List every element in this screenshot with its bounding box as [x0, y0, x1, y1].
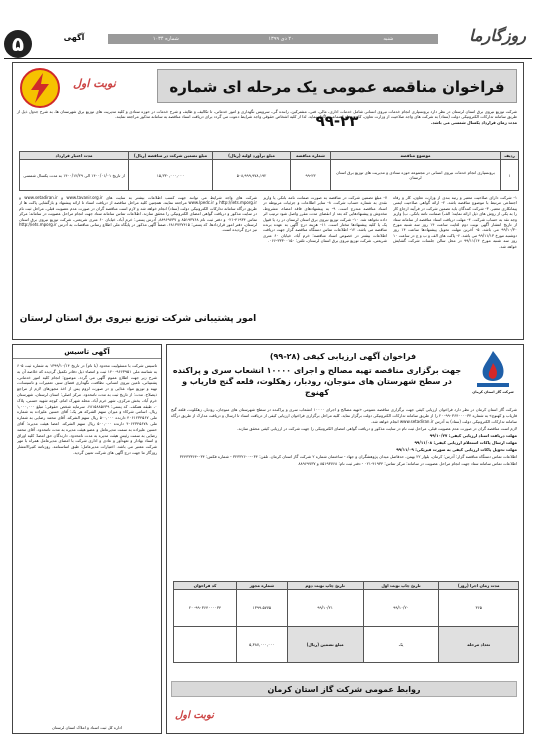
ad1-column-1: ۱- شرکت دارای صلاحیت معتبر و رتبه بندی از وزارت تعاون، کار و رفاه اجتماعی مرتبط با موضوع مناقصه باشد. ۲- ارائه گواهی صلاحیت ایمنی پیمانکاری معتبر. ۳- شرکت کنندگان باید تضمین شرکت در فرآیند ارجاع کار را به یکی از روش های ذیل ارائه نمایند: الف) ضمانت نامه بانکی. ب) واریز وجه نقد به حساب شرکت. ۴- مهلت دریافت اسناد مناقصه از سامانه ستاد از تاریخ انتشار آگهی نوبت دوم لغایت ساعت ۱۴ روز سه شنبه مورخ ۹۹/۱۰/۳۰ می باشد. ۵- آخرین مهلت تحویل پیشنهادها ساعت ۱۴ روز دوشنبه مورخ ۹۹/۱۱/۱۳ می باشد. ۶- پاکت های الف و ب و ج در ساعت ۱۰ روز سه شنبه مورخ ۹۹/۱۱/۱۴ در محل سالن جلسات شرکت گشایش خواهد شد. [393, 195, 517, 249]
table-cell: یک [363, 626, 439, 662]
table-cell: ۱ [501, 160, 519, 191]
table-cell: ۹۹/۱۰/۲۱ [287, 590, 363, 626]
table-cell: ۳۶۵ [439, 590, 519, 626]
table-cell: مبلغ تضمین (ریال) [287, 626, 363, 662]
ad3-title: فراخوان آگهی ارزیابی کیفی (۲۸-۹۹) [269, 352, 417, 361]
table-cell: ۹۹/۱۰/۲۰ [363, 590, 439, 626]
col-header: مبلغ تضمین شرکت در مناقصه (ریال) [129, 152, 213, 160]
table-cell: ۱۳۹۹.۵۷۷۵ [237, 590, 288, 626]
table-cell: برونسپاری انجام خدمات نیروی انسانی در مجموعه حوزه ستادی و مدیریت های توزیع برق استان لرستان [331, 160, 501, 191]
section-label: آگهی [63, 33, 85, 42]
ad2-organization: اداره کل ثبت اسناد و املاک استان لرستان [52, 724, 122, 730]
power-company-logo-icon [19, 67, 61, 109]
table-cell: از تاریخ ۱۴۰۰/۰۱/۰۱ الی ۱۴۰۰/۱۲/۲۹ به مدت یکسال شمسی [20, 160, 129, 191]
col-header: شماره مجوز [237, 582, 288, 590]
ad3-paragraph: اطلاعات تماس سامانه ستاد جهت انجام مراحل عضویت در سامانه: مرکز تماس: ۴۱۹۳۴-۰۲۱ - دفتر ثبت نام: ۸۵۱۹۳۷۶۸ و ۸۸۹۶۹۷۳۷ [298, 461, 517, 466]
ad3-paragraph: اطلاعات تماس دستگاه مناقصه گزار: آدرس: کرمان، بلوار ۲۲ بهمن، حدفاصل میدان پژوهشگران و جهاد - ساختمان شماره ۲ شرکت گاز استان کرمان. تلفن: ۰۳۴-۳۲۳۳۲۶۰۰ - شماره فکس: ۰۳۴-۳۲۴۳۳۳۶۴ [179, 454, 517, 459]
col-header: موضوع مناقصه [331, 152, 501, 160]
ad3-organization: روابط عمومی شرکت گاز استان کرمان [171, 681, 517, 697]
ad1-intro-text: شرکت توزیع نیروی برق استان لرستان در نظر دارد برونسپاری انجام خدمات نیروی انسانی شامل خدمات اداری، مالی، فنی، مشترکین، راننده گی، سرویس نگهداری و امور خدماتی، تا تکالیف و ظایف و شرح خدمات در حوزه ستادی و کلیه مدیریت های توزیع برق شهرستان ها، به شرح جدول ذیل از طریق سامانه تدارکات الکترونیکی دولت (ستاد) به شرکت های واجد صلاحیت از وزارت تعاون، کار و رفاه اجتماعی واگذار نماید. لذا از کلیه اشخاص حقوقی واجد شرایط دعوت می گردد برای دریافت اسناد مناقصه به سامانه مذکور مراجعه نمایند. [17, 109, 517, 120]
table-row [20, 160, 519, 191]
table-cell: ۹۹-۲۳ [291, 160, 331, 191]
ad3-table [173, 581, 519, 663]
ad1-round-label: نوبت اول [73, 77, 116, 90]
table-row [174, 590, 519, 626]
ad1-table [19, 151, 519, 191]
gas-logo-text: شرکت گاز استان کرمان [472, 390, 514, 395]
registration-notice [12, 344, 162, 734]
col-header: مدت اعتبار قرارداد [20, 152, 129, 160]
col-header: کد فراخوان [174, 582, 237, 590]
col-header: ردیف [501, 152, 519, 160]
header-day: شنبه [383, 35, 394, 42]
col-header: تاریخ چاپ نوبت اول [363, 582, 439, 590]
flame-icon [471, 349, 515, 389]
ad1-column-2: ۷- مبلغ تضمین شرکت در مناقصه به صورت ضمانت نامه بانکی یا واریز نقدی به شماره حساب شرکت. ۸- سایر اطلاعات و جزئیات مربوطه در اسناد مناقصه مندرج است. ۹- به پیشنهادهای فاقد امضاء، مشروط، مخدوش و پیشنهادهایی که بعد از انقضای مدت مقرر واصل شود ترتیب اثر داده نخواهد شد. ۱۰- شرکت توزیع نیروی برق استان لرستان در رد یا قبول یک یا کلیه پیشنهادها مختار است. ۱۱- هزینه درج آگهی به عهده برنده مناقصه می باشد. ۱۲- اطلاعات تماس دستگاه مناقصه گزار جهت دریافت اطلاعات بیشتر در خصوص اسناد مناقصه: خرم آباد، خیابان ۶۰ متری شریعتی، شرکت توزیع نیروی برق استان لرستان، تلفن: ۳۳۳۰۰۱۵۰-۰۶۶. [263, 195, 387, 244]
ad2-body: تاسیس شرکت با مسئولیت محدود (با نام) در تاریخ ۱۳۹۹/۱۰/۱۴ به شماره ثبت ۶۰۵ به شناسه ملی ۱۴۰۰۹۶۶۳۹۵۱ ثبت و امضاء ذیل دفاتر تکمیل گردیده که خلاصه آن به شرح زیر جهت اطلاع عموم آگهی می گردد. موضوع: انجام کلیه امور خدماتی، پشتیبانی، تامین نیروی انسانی، نظافت، نگهداری فضای سبز، تعمیرات و تاسیسات، تهیه و توزیع مواد غذایی و در صورت لزوم پس از اخذ مجوزهای لازم از مراجع ذیصلاح. مدت: از تاریخ ثبت به مدت نامحدود. مرکز اصلی: استان لرستان، شهرستان خرم آباد، بخش مرکزی، شهر خرم آباد، محله شهرک امام، کوچه شهید حسنی، پلاک ۰، طبقه همکف. کد پستی: ۶۸۱۵۸۸۵۶۳۹. سرمایه شخص حقوقی: مبلغ ۱,۰۰۰,۰۰۰ ریال. اسامی شرکاء و میزان سهم الشرکه هر یک: آقای حسین علیزاده به شماره ملی ۴۰۶۱۲۳۴۵۶۷ دارنده ۵۰۰,۰۰۰ ریال سهم الشرکه. آقای محمد رضایی به شماره ملی ۴۰۶۲۳۴۵۶۷۸ دارنده ۵۰۰,۰۰۰ ریال سهم الشرکه. اعضا هیئت مدیره: آقای حسین علیزاده به سمت مدیرعامل و عضو هیئت مدیره به مدت نامحدود. آقای محمد رضایی به سمت رئیس هیئت مدیره به مدت نامحدود. دارندگان حق امضا: کلیه اوراق و اسناد بهادار و تعهدآور و عادی و اداری شرکت با امضای مدیرعامل همراه با مهر شرکت معتبر می باشد. اختیارات مدیرعامل: طبق اساسنامه. روزنامه کثیرالانتشار روزگار ما جهت درج آگهی های شرکت تعیین گردید. [17, 363, 157, 455]
ad3-paragraph: مهلت ارسال پاکات استعلام ارزیابی کیفی: ۹۹/۱۱/۰۸ [414, 440, 517, 445]
header-date: ۲۰ دی ۱۳۹۹ [268, 35, 294, 42]
ad1-title: فراخوان مناقصه عمومی یک مرحله ای شماره ۲۳-۹۹ [157, 69, 517, 103]
table-cell: ۲۰۰۹۹۰۳۶۴۰۰۰۰۳۴ [174, 590, 237, 626]
ad3-paragraph: مهلت تحویل پاکات ارزیابی کیفی به صورت فیزیکی: ۹۹/۱۱/۰۹ [396, 447, 517, 452]
col-header: مبلغ برآورد اولیه (ریال) [213, 152, 291, 160]
ad2-title: آگهی تاسیس [13, 345, 161, 359]
ad3-body [171, 407, 517, 577]
gas-company-logo-icon [471, 349, 515, 399]
newspaper-logo: روزگارما [469, 26, 526, 45]
header-rule [4, 58, 532, 59]
col-header: تاریخ چاپ نوبت دوم [287, 582, 363, 590]
ad3-subtitle: جهت برگزاری مناقصه تهیه مصالح و اجرای ۱۰۰۰۰ انشعاب سری و پراکنده در سطح شهرستان های منوجان، رودبار، زهکلوت، قلعه گنج فاریاب و کهنوج [172, 366, 462, 397]
ad1-intro-sub: مدت زمان قرارداد یکسال شمسی می باشد. [430, 120, 517, 126]
table-row [174, 626, 519, 662]
header-band [108, 34, 438, 44]
table-cell [174, 626, 237, 662]
header-issue: شماره ۱۰۳۴ [152, 35, 179, 42]
table-header-row [174, 582, 519, 590]
table-cell: ۵۰۸,۹۹۹,۹۷۸,۱۹۲ [213, 160, 291, 191]
page-number: ۵ [4, 30, 32, 58]
page-header [0, 0, 536, 62]
table-cell: ۵,۳۸۷,۰۰۰,۰۰۰ [237, 626, 288, 662]
table-header-row [20, 152, 519, 160]
tender-ad-lorestan [12, 62, 524, 340]
ad1-organization: امور پشتیبانی شرکت توزیع نیروی برق استان لرستان [19, 314, 257, 324]
ad3-paragraph: مهلت دریافت اسناد ارزیابی کیفی: ۹۹/۱۰/۲۷ [429, 433, 517, 438]
ad3-round-label: نوبت اول [175, 710, 214, 721]
ad1-intro [17, 109, 517, 151]
col-header: شماره مناقصه [291, 152, 331, 160]
tender-ad-kerman-gas [166, 344, 524, 734]
table-cell: ۱۵,۳۳۰,۰۰۰,۰۰۰ [129, 160, 213, 191]
ad3-paragraph: لازم است مناقصه گران در صورت عدم عضویت قبلی، مراحل ثبت نام در سایت مذکور و دریافت گواهی امضای الکترونیکی را جهت شرکت در ارزیابی کیفی محقق سازند. [237, 426, 517, 431]
table-cell: تعداد مرحله [439, 626, 519, 662]
ad3-paragraph: شرکت گاز استان کرمان در نظر دارد فراخوان ارزیابی کیفی جهت برگزاری مناقصه عمومی «تهیه مصالح و اجرای ۱۰۰۰۰ انشعاب سری و پراکنده در سطح شهرستان های منوجان، رودبار، زهکلوت، قلعه گنج فاریاب و کهنوج» به شماره ۲۰۰۹۹۰۳۶۴۰۰۰۰۳۴ را از طریق سامانه تدارکات الکترونیکی دولت برگزار نماید. کلیه مراحل برگزاری فراخوان ارزیابی کیفی از دریافت اسناد تا ارسال و دریافت مدارک از طریق درگاه سامانه تدارکات الکترونیکی دولت (ستاد) به آدرس www.setadiran.ir انجام خواهد شد. [171, 407, 517, 424]
col-header: مدت زمان اجرا (روز) [439, 582, 519, 590]
ad1-column-3: شرکت های واجد شرایط می توانند جهت کسب اطلاعات بیشتر به سایت های www.tavanir.org.ir و www.setadiran.ir و http://iets.mporg.ir و www.lpedc.ir مراجعه نمایند. همچنین کلیه مراحل مناقصه از دریافت اسناد تا ارائه پیشنهاد و بازگشایی پاکت ها از طریق درگاه سامانه تدارکات الکترونیکی دولت (ستاد) انجام خواهد شد و لازم است مناقصه گران در صورت عدم عضویت قبلی، مراحل ثبت نام در سایت مذکور و دریافت گواهی امضای الکترونیکی را محقق سازند. اطلاعات تماس سامانه ستاد جهت انجام مراحل عضویت در سامانه: مرکز تماس ۴۱۹۳۴-۰۲۱ و دفتر ثبت نام ۸۵۱۹۳۷۶۸ و ۸۸۹۶۹۷۳۷. آدرس پستی: خرم آباد، خیابان ۶۰ متری شریعتی، شرکت توزیع نیروی برق استان لرستان، دفتر امور قراردادها. کد پستی: ۶۸۱۳۷۳۷۴۱۵. ضمناً آگهی مذکور در پایگاه ملی اطلاع رسانی مناقصات به آدرس http://iets.mporg.ir نیز درج گردیده است. [19, 195, 257, 233]
